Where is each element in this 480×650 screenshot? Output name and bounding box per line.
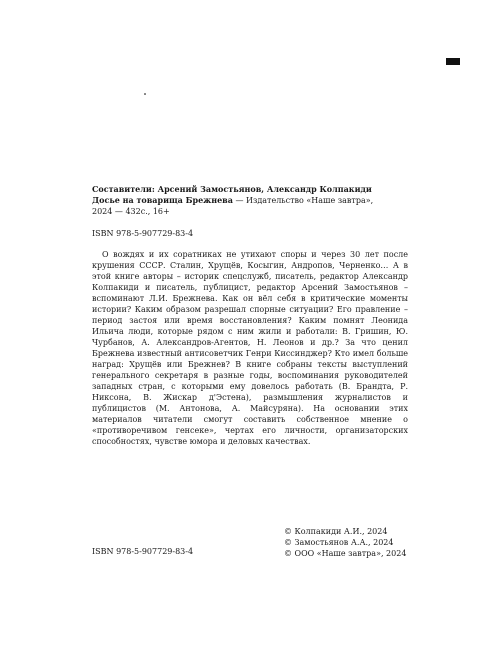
title-publisher-line (92, 195, 412, 206)
compilers-line: Составители: Арсений Замостьянов, Александр Колпакиди (92, 184, 372, 194)
annotation-paragraph: О вождях и их соратниках не утихают споры и через 30 лет после крушения СССР. Сталин, Хрущёв, Косыгин, Андропов, Черненко… А в этой книге авторы – историк спецслужб, писатель, редактор Александр Колпакиди и писатель, публицист, редактор Арсений Замостьянов – вспоминают Л.И. Брежнева. Как он вёл себя в критические моменты истории? Каким образом разрешал спорные ситуации? Его правление – период застоя или время восстановления? Каким помнят Леонида Ильича люди, которые рядом с ним жили и работали: В. Гришин, Ю. Чурбанов, А. Александров-Агентов, Н. Леонов и др.? За что ценил Брежнева известный антисоветчик Генри Киссинджер? Кто имел больше наград: Хрущёв или Брежнев? В книге собраны тексты выступлений генерального секретаря в разные годы, воспоминания руководителей западных стран, с которыми ему довелось работать (В. Брандта, Р. Никсона, В. Жискар д'Эстена), размышления журналистов и публицистов (М. Антонова, А. Майсуряна). На основании этих материалов читатели смогут составить собственное мнение о «противоречивом генсеке», чертах его личности, организаторских способностях, чувстве юмора и деловых качествах. (92, 250, 408, 446)
book-title: Досье на товарища Брежнева (92, 195, 233, 205)
publisher: — Издательство «Наше завтра», (232, 196, 374, 205)
print-speck (144, 93, 146, 95)
copyright-block (284, 526, 406, 559)
copyright-line: © Колпакиди А.И., 2024 (284, 527, 388, 536)
isbn-top: ISBN 978-5-907729-83-4 (92, 229, 194, 238)
page-corner-marker (446, 58, 460, 65)
edition-details: 2024 — 432с., 16+ (92, 207, 170, 216)
isbn-bottom: ISBN 978-5-907729-83-4 (92, 547, 194, 556)
copyright-line: © Замостьянов А.А., 2024 (284, 538, 394, 547)
copyright-line: © ООО «Наше завтра», 2024 (284, 549, 407, 558)
bibliographic-record (92, 184, 412, 217)
